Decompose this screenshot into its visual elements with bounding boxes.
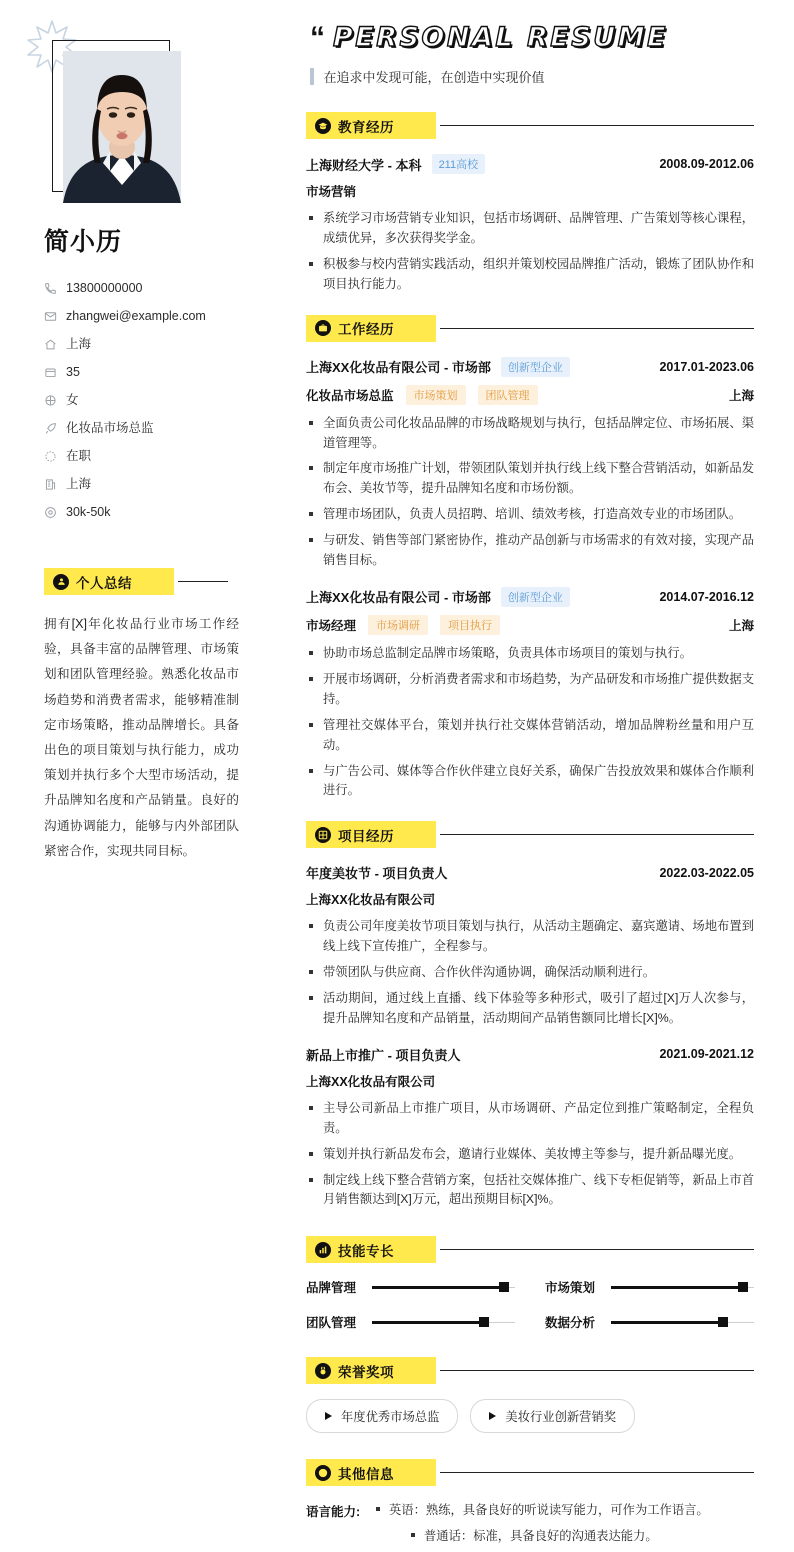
heading-rule [440, 1249, 754, 1250]
other-info-section [306, 1459, 754, 1552]
entry-subheader [306, 615, 754, 635]
photo-frame [52, 40, 170, 192]
info-value: 在职 [66, 448, 92, 463]
info-icon [315, 1465, 331, 1481]
page-title: PERSONAL RESUME [333, 22, 668, 53]
phone-icon [44, 282, 66, 295]
skills-section-header [306, 1236, 754, 1263]
other-heading-badge [306, 1459, 436, 1486]
education-section-header [306, 112, 754, 139]
candidate-name: 简小历 [44, 228, 123, 256]
company-name: 上海XX化妆品有限公司 - 市场部 [306, 590, 491, 606]
heading-rule [178, 581, 228, 582]
skill-label: 品牌管理 [306, 1281, 357, 1296]
salary-icon [44, 506, 66, 519]
entry-header [306, 154, 754, 174]
summary-section-header [44, 568, 260, 595]
status-icon [44, 450, 66, 463]
info-row-age [44, 358, 260, 386]
sidebar [0, 0, 290, 1545]
skills-heading-label: 技能专长 [338, 1243, 394, 1259]
bullet-item: 带领团队与供应商、合作伙伴沟通协调，确保活动顺利进行。 [306, 963, 754, 983]
building-icon [44, 478, 66, 491]
school-tag: 211高校 [432, 154, 486, 174]
work-date: 2014.07-2016.12 [659, 589, 754, 604]
language-item: 普通话：标准，具备良好的沟通表达能力。 [372, 1527, 754, 1545]
education-heading-badge [306, 112, 436, 139]
project-entry [306, 863, 754, 1029]
subtitle-text: 在追求中发现可能，在创造中实现价值 [323, 70, 545, 85]
bullet-item: 策划并执行新品发布会，邀请行业媒体、美妆博主等参与，提升新品曝光度。 [306, 1145, 754, 1165]
info-value: 上海 [66, 476, 92, 491]
summary-heading-badge [44, 568, 174, 595]
project-date: 2021.09-2021.12 [659, 1047, 754, 1062]
award-pill[interactable] [306, 1399, 458, 1433]
work-heading-label: 工作经历 [338, 322, 394, 338]
heading-rule [440, 834, 754, 835]
work-bullets [306, 414, 754, 571]
work-entry [306, 587, 754, 801]
bullet-item: 活动期间，通过线上直播、线下体验等多种形式，吸引了超过[X]万人次参与，提升品牌知名度和产品销量，活动期间产品销售额同比增长[X]%。 [306, 989, 754, 1029]
skill-row [306, 1313, 515, 1331]
summary-heading-label: 个人总结 [76, 575, 132, 591]
language-label: 语言能力: [306, 1505, 361, 1520]
projects-section-header [306, 821, 754, 848]
avatar [63, 51, 181, 203]
info-row-phone [44, 274, 260, 302]
play-triangle-icon [325, 1412, 332, 1420]
contact-info-list [44, 274, 260, 526]
info-value: 30k-50k [66, 504, 111, 519]
entry-header [306, 1045, 754, 1064]
major-name: 市场营销 [306, 185, 357, 199]
awards-list [306, 1399, 754, 1433]
skills-grid [306, 1278, 754, 1331]
bullet-item: 积极参与校内营销实践活动，组织并策划校园品牌推广活动，锻炼了团队协作和项目执行能力。 [306, 255, 754, 295]
entry-header [306, 357, 754, 377]
info-row-gender [44, 386, 260, 414]
project-title: 新品上市推广 - 项目负责人 [306, 1047, 461, 1063]
work-location: 上海 [728, 388, 754, 403]
quote-mark-icon: “ [310, 21, 325, 54]
slider-fill [611, 1286, 743, 1289]
info-value: 上海 [66, 336, 92, 351]
education-bullets [306, 209, 754, 295]
home-icon [44, 338, 66, 351]
entry-subheader [306, 1072, 754, 1090]
education-entry [306, 154, 754, 295]
skills-heading-badge [306, 1236, 436, 1263]
role-tag: 市场策划 [406, 385, 466, 405]
role-tag: 市场调研 [368, 615, 428, 635]
other-heading-label: 其他信息 [338, 1466, 394, 1482]
bullet-item: 制定线上线下整合营销方案，包括社交媒体推广、线下专柜促销等，新品上市首月销售额达到[X]万元，超出预期目标[X]%。 [306, 1171, 754, 1211]
language-list [372, 1501, 754, 1552]
company-name: 上海XX化妆品有限公司 - 市场部 [306, 360, 491, 376]
projects-section [306, 821, 754, 1210]
skills-section [306, 1236, 754, 1331]
award-pill[interactable] [470, 1399, 635, 1433]
education-section [306, 112, 754, 295]
slider-fill [372, 1321, 484, 1324]
chart-icon [315, 1242, 331, 1258]
mail-icon [44, 310, 66, 323]
bullet-item: 管理市场团队，负责人员招聘、培训、绩效考核，打造高效专业的市场团队。 [306, 505, 754, 525]
heading-rule [440, 1472, 754, 1473]
info-value: 化妆品市场总监 [66, 420, 154, 435]
bullet-item: 与研发、销售等部门紧密协作，推动产品创新与市场需求的有效对接，实现产品销售目标。 [306, 531, 754, 571]
subtitle-accent-bar [310, 68, 314, 85]
entry-subheader [306, 182, 754, 200]
education-date: 2008.09-2012.06 [659, 157, 754, 171]
bullet-item: 主导公司新品上市推广项目，从市场调研、产品定位到推广策略制定，全程负责。 [306, 1099, 754, 1139]
award-label: 年度优秀市场总监 [341, 1410, 440, 1425]
skill-slider[interactable] [611, 1281, 754, 1293]
company-tag: 创新型企业 [501, 357, 570, 377]
skill-row [545, 1278, 754, 1296]
work-location: 上海 [728, 618, 754, 633]
info-value: 35 [66, 364, 80, 379]
gender-icon [44, 394, 66, 407]
slider-handle[interactable] [738, 1282, 748, 1292]
role-tag: 团队管理 [478, 385, 538, 405]
info-row-position [44, 414, 260, 442]
bullet-item: 系统学习市场营销专业知识，包括市场调研、品牌管理、广告策划等核心课程，成绩优异，多次获得奖学金。 [306, 209, 754, 249]
other-section-header [306, 1459, 754, 1486]
info-row-salary [44, 498, 260, 526]
bullet-item: 管理社交媒体平台，策划并执行社交媒体营销活动，增加品牌粉丝量和用户互动。 [306, 716, 754, 756]
entry-subheader [306, 385, 754, 405]
work-date: 2017.01-2023.06 [659, 359, 754, 374]
job-title: 化妆品市场总监 [306, 388, 394, 403]
heading-rule [440, 328, 754, 329]
entry-header [306, 587, 754, 607]
work-section-header [306, 315, 754, 342]
info-value: 13800000000 [66, 280, 143, 295]
skill-row [306, 1278, 515, 1296]
main-content [290, 0, 794, 1545]
info-value: zhangwei@example.com [66, 308, 206, 323]
work-bullets [306, 644, 754, 801]
bullet-item: 与广告公司、媒体等合作伙伴建立良好关系，确保广告投放效果和媒体合作顺利进行。 [306, 762, 754, 802]
project-title: 年度美妆节 - 项目负责人 [306, 866, 448, 882]
bullet-item: 全面负责公司化妆品品牌的市场战略规划与执行，包括品牌定位、市场拓展、渠道管理等。 [306, 414, 754, 454]
briefcase-icon [315, 320, 331, 336]
skill-label: 数据分析 [545, 1316, 596, 1331]
slider-fill [372, 1286, 504, 1289]
skill-label: 团队管理 [306, 1316, 357, 1331]
work-section [306, 315, 754, 802]
play-triangle-icon [489, 1412, 496, 1420]
school-name: 上海财经大学 - 本科 [306, 157, 422, 173]
resume-title-row [306, 22, 754, 53]
award-label: 美妆行业创新营销奖 [505, 1410, 617, 1425]
project-entry [306, 1045, 754, 1211]
work-entry [306, 357, 754, 571]
slider-fill [611, 1321, 723, 1324]
heading-rule [440, 1370, 754, 1371]
awards-heading-label: 荣誉奖项 [338, 1364, 394, 1380]
entry-subheader [306, 890, 754, 908]
graduation-icon [315, 118, 331, 134]
project-bullets [306, 1099, 754, 1211]
heading-rule [440, 125, 754, 126]
summary-text: 拥有[X]年化妆品行业市场工作经验，具备丰富的品牌管理、市场策划和团队管理经验。熟悉化妆品市场趋势和消费者需求，能够精准制定市场策略，推动品牌增长。具备出色的项目策划与执行能力，成功策划并执行多个大型市场活动，提升品牌知名度和产品销量。良好的沟通协调能力，能够与内外部团队紧密合作，实现共同目标。 [44, 617, 239, 858]
education-heading-label: 教育经历 [338, 119, 394, 135]
info-row-location [44, 330, 260, 358]
project-company: 上海XX化妆品有限公司 [306, 1074, 436, 1089]
medal-icon [315, 1363, 331, 1379]
skill-slider[interactable] [372, 1316, 515, 1328]
projects-heading-label: 项目经历 [338, 828, 394, 844]
entry-header [306, 863, 754, 882]
bullet-item: 开展市场调研，分析消费者需求和市场趋势，为产品研发和市场推广提供数据支持。 [306, 670, 754, 710]
awards-section-header [306, 1357, 754, 1384]
info-row-email [44, 302, 260, 330]
grid-icon [315, 827, 331, 843]
awards-heading-badge [306, 1357, 436, 1384]
info-row-city [44, 470, 260, 498]
language-row [306, 1501, 754, 1552]
company-tag: 创新型企业 [501, 587, 570, 607]
calendar-icon [44, 366, 66, 379]
person-icon [53, 574, 69, 590]
info-row-status [44, 442, 260, 470]
info-value: 女 [66, 392, 79, 407]
project-company: 上海XX化妆品有限公司 [306, 893, 436, 908]
skill-label: 市场策划 [545, 1281, 596, 1296]
subtitle-row [306, 67, 754, 86]
job-title: 市场经理 [306, 618, 357, 633]
language-item: 英语：熟练，具备良好的听说读写能力，可作为工作语言。 [372, 1501, 754, 1519]
bullet-item: 协助市场总监制定品牌市场策略，负责具体市场项目的策划与执行。 [306, 644, 754, 664]
projects-heading-badge [306, 821, 436, 848]
skill-row [545, 1313, 754, 1331]
bullet-item: 负责公司年度美妆节项目策划与执行，从活动主题确定、嘉宾邀请、场地布置到线上线下宣传推广，全程参与。 [306, 917, 754, 957]
skill-slider[interactable] [372, 1281, 515, 1293]
bullet-item: 制定年度市场推广计划，带领团队策划并执行线上线下整合营销活动，如新品发布会、美妆节等，提升品牌知名度和市场份额。 [306, 459, 754, 499]
slider-handle[interactable] [499, 1282, 509, 1292]
project-bullets [306, 917, 754, 1029]
work-heading-badge [306, 315, 436, 342]
slider-handle[interactable] [718, 1317, 728, 1327]
skill-slider[interactable] [611, 1316, 754, 1328]
rocket-icon [44, 422, 66, 435]
project-date: 2022.03-2022.05 [659, 865, 754, 880]
slider-handle[interactable] [479, 1317, 489, 1327]
role-tag: 项目执行 [440, 615, 500, 635]
awards-section [306, 1357, 754, 1433]
